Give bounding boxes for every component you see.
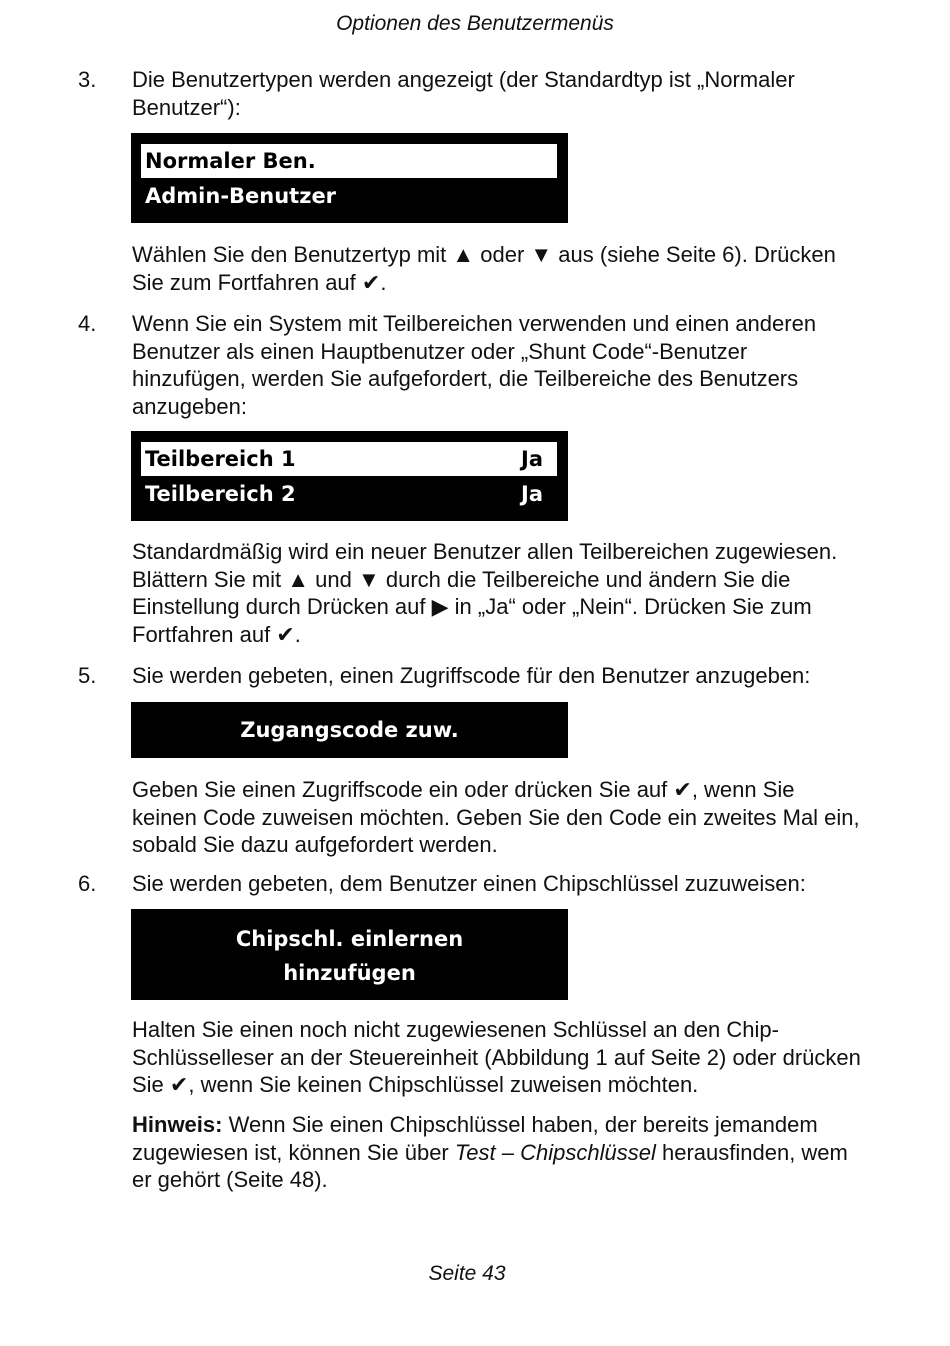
step-text: Wenn Sie ein System mit Teilbereichen verwenden und einen anderen Benutzer als einen Hauptbenutzer oder „Shunt Code“-Benutzer hinzufügen, werden Sie aufgefordert, die Teilbereiche des Benutzers anzugeben: [132, 311, 817, 419]
step-number: 3. [78, 67, 97, 92]
lcd-row-label: hinzufügen [283, 961, 416, 985]
lcd-row-label: Teilbereich 2 [145, 482, 296, 506]
step-number: 4. [78, 311, 97, 336]
note-menu-reference: Test – Chipschlüssel [454, 1139, 656, 1165]
step-text: Sie werden gebeten, einen Zugriffscode für den Benutzer anzugeben: [132, 663, 811, 688]
lcd-display-user-type [131, 133, 568, 223]
step-4-instruction: Standardmäßig wird ein neuer Benutzer allen Teilbereichen zugewiesen. Blättern Sie mit ▲ und ▼ durch die Teilbereiche und ändern Sie die Einstellung durch Drücken auf ▶ in „Ja“ oder „Nein“. Drücken Sie zum Fortfahren auf ✔. [132, 539, 838, 647]
note-text: herausfinden, wem er gehört (Seite 48). [132, 1139, 848, 1192]
lcd-display-chip-key [131, 909, 568, 1000]
lcd-row-label: Chipschl. einlernen [235, 927, 464, 951]
lcd-row-value: Ja [521, 482, 543, 506]
lcd-display-access-code [131, 702, 568, 758]
step-text: Sie werden gebeten, dem Benutzer einen Chipschlüssel zuzuweisen: [132, 871, 806, 896]
step-text: Die Benutzertypen werden angezeigt (der Standardtyp ist „Normaler Benutzer“): [132, 67, 795, 120]
lcd-row-label: Teilbereich 1 [145, 447, 296, 471]
page-header: Optionen des Benutzermenüs [336, 12, 614, 35]
lcd-display-partitions [131, 431, 568, 521]
page-footer: Seite 43 [428, 1262, 506, 1285]
lcd-row [141, 179, 557, 213]
step-3-instruction: Wählen Sie den Benutzertyp mit ▲ oder ▼ aus (siehe Seite 6). Drücken Sie zum Fortfahren auf ✔. [132, 242, 836, 295]
step-number: 6. [78, 871, 97, 896]
lcd-row-label: Admin-Benutzer [145, 184, 337, 208]
step-5-instruction: Geben Sie einen Zugriffscode ein oder drücken Sie auf ✔, wenn Sie keinen Code zuweisen möchten. Geben Sie den Code ein zweites Mal ein, sobald Sie dazu aufgefordert werden. [132, 777, 860, 857]
lcd-row-label: Normaler Ben. [145, 149, 316, 173]
lcd-row-label: Zugangscode zuw. [240, 718, 459, 742]
lcd-row-selected [141, 144, 557, 178]
lcd-row-selected [141, 442, 557, 476]
note [132, 1111, 862, 1194]
lcd-row-value: Ja [521, 447, 543, 471]
step-number: 5. [78, 663, 97, 688]
step-6-instruction: Halten Sie einen noch nicht zugewiesenen Schlüssel an den Chip-Schlüsselleser an der Steuereinheit (Abbildung 1 auf Seite 2) oder drücken Sie ✔, wenn Sie keinen Chipschlüssel zuweisen möchten. [132, 1017, 861, 1097]
note-text: Wenn Sie einen Chipschlüssel haben, der bereits jemandem zugewiesen ist, können Sie über [132, 1112, 818, 1165]
note-label: Hinweis: [132, 1112, 223, 1137]
lcd-row [141, 477, 557, 511]
